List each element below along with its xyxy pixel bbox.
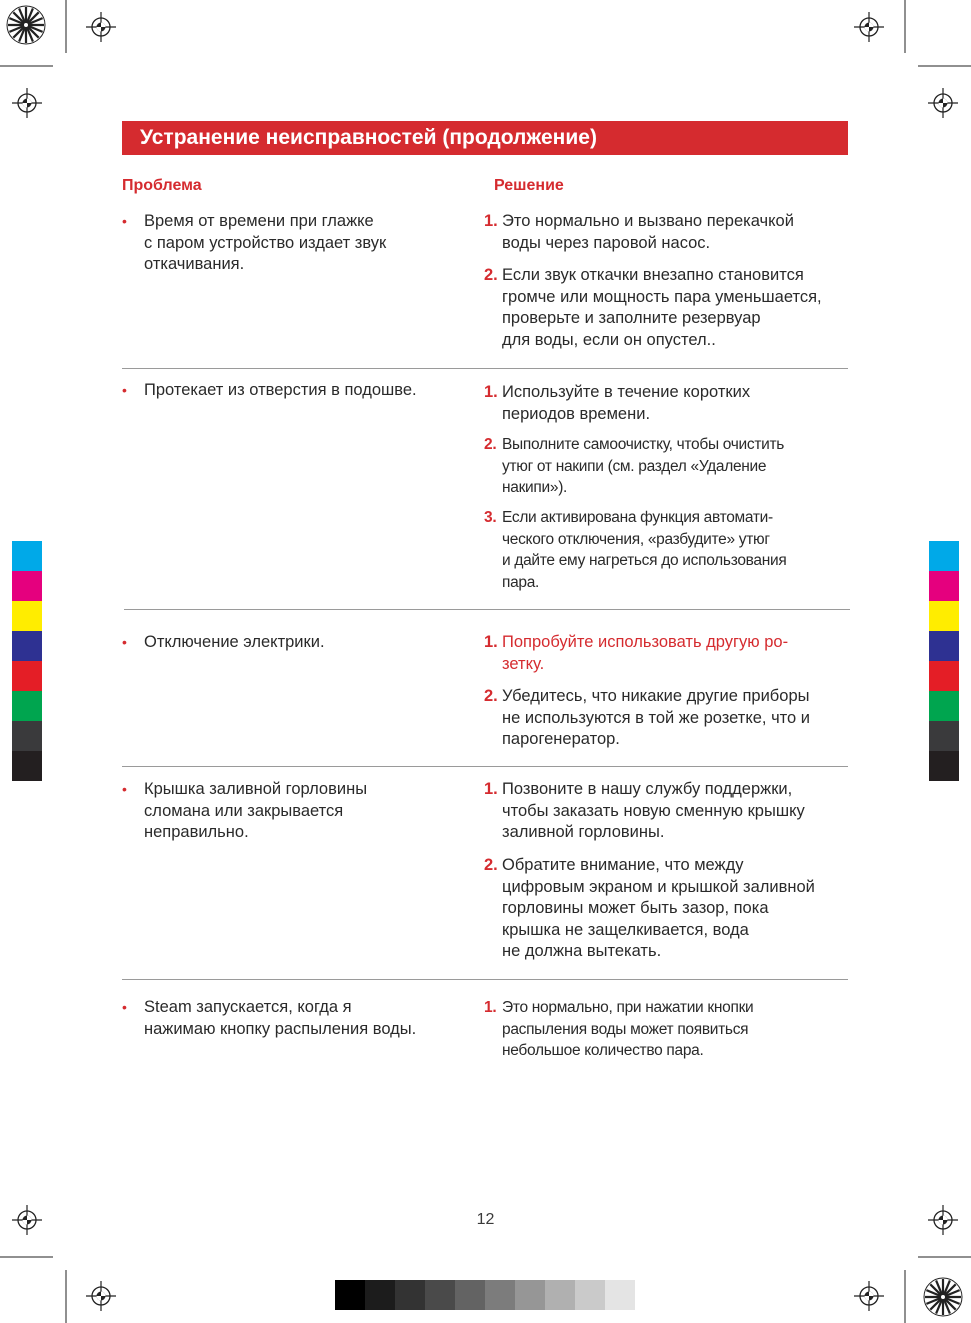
solution-text: Попробуйте использовать другую ро- зетку. xyxy=(502,633,789,673)
solution-item xyxy=(484,686,854,751)
color-swatch xyxy=(929,721,959,751)
solution-number: 1. xyxy=(484,999,497,1016)
color-swatch xyxy=(12,601,42,631)
bullet-icon: • xyxy=(122,213,127,229)
solution-number: 2. xyxy=(484,436,497,453)
solution-number: 1. xyxy=(484,780,498,798)
row-divider xyxy=(122,766,848,767)
solution-number: 2. xyxy=(484,266,498,284)
color-swatch xyxy=(12,721,42,751)
color-swatch xyxy=(12,631,42,661)
problem-text: Время от времени при глажке с паром устройство издает звук откачивания. xyxy=(144,212,387,273)
color-swatch xyxy=(929,571,959,601)
solution-text: Убедитесь, что никакие другие приборы не используются в той же розетке, что и парогенератор. xyxy=(502,687,811,748)
solution-number: 2. xyxy=(484,687,498,705)
solution-item xyxy=(484,779,854,844)
gray-swatch xyxy=(485,1280,515,1310)
solution-text: Позвоните в нашу службу поддержки, чтобы заказать новую сменную крышку заливной горловины. xyxy=(502,780,805,841)
solution-number: 2. xyxy=(484,856,498,874)
color-swatch xyxy=(12,661,42,691)
row-divider xyxy=(124,609,850,610)
gray-swatch xyxy=(365,1280,395,1310)
problem-text: Протекает из отверстия в подошве. xyxy=(144,381,417,399)
solution-column-header: Решение xyxy=(494,177,564,194)
color-swatch xyxy=(12,541,42,571)
row-divider xyxy=(122,979,848,980)
gray-swatch xyxy=(455,1280,485,1310)
problem-text: Отключение электрики. xyxy=(144,633,325,651)
bullet-icon: • xyxy=(122,999,127,1015)
solution-number: 1. xyxy=(484,383,498,401)
solution-item xyxy=(484,997,854,1062)
solution-item xyxy=(484,434,854,499)
color-swatch xyxy=(929,601,959,631)
bullet-icon: • xyxy=(122,382,127,398)
gray-swatch xyxy=(605,1280,635,1310)
color-swatch xyxy=(929,661,959,691)
bullet-icon: • xyxy=(122,634,127,650)
solution-text: Это нормально, при нажатии кнопки распыления воды может появиться небольшое количество пара. xyxy=(502,999,754,1059)
color-swatch xyxy=(929,631,959,661)
color-swatch xyxy=(12,691,42,721)
solution-text: Используйте в течение коротких периодов времени. xyxy=(502,383,751,423)
problem-text: Крышка заливной горловины сломана или закрывается неправильно. xyxy=(144,780,368,841)
problem-item xyxy=(122,380,462,402)
page-number: 12 xyxy=(476,1211,495,1228)
gray-swatch xyxy=(395,1280,425,1310)
solution-number: 1. xyxy=(484,212,498,230)
solution-text: Это нормально и вызвано перекачкой воды через паровой насос. xyxy=(502,212,794,252)
gray-swatch xyxy=(545,1280,575,1310)
color-swatch xyxy=(929,751,959,781)
gray-swatch xyxy=(425,1280,455,1310)
problem-column-header: Проблема xyxy=(122,177,202,194)
gray-swatch xyxy=(575,1280,605,1310)
problem-item xyxy=(122,632,442,654)
problem-item xyxy=(122,779,442,844)
solution-text: Обратите внимание, что между цифровым экраном и крышкой заливной горловины может быть зазор, пока крышка не защелкивается, вода не должна вытекать. xyxy=(502,856,815,960)
color-swatch xyxy=(929,691,959,721)
solution-item xyxy=(484,211,854,254)
solution-item xyxy=(484,507,854,593)
bullet-icon: • xyxy=(122,781,127,797)
solution-text: Если активирована функция автомати- ческого отключения, «разбудите» утюг и дайте ему нагреться до использования пара. xyxy=(502,509,787,591)
page-title: Устранение неисправностей (продолжение) xyxy=(140,126,597,149)
solution-item xyxy=(484,382,854,425)
color-swatch xyxy=(12,751,42,781)
solution-item xyxy=(484,855,854,963)
problem-item xyxy=(122,997,462,1040)
color-swatch xyxy=(929,541,959,571)
problem-item xyxy=(122,211,442,276)
solution-item xyxy=(484,632,854,675)
gray-swatch xyxy=(335,1280,365,1310)
solution-number: 3. xyxy=(484,509,497,526)
solution-item xyxy=(484,265,854,351)
problem-text: Steam запускается, когда я нажимаю кнопку распыления воды. xyxy=(144,998,417,1038)
color-swatch xyxy=(12,571,42,601)
solution-text: Выполните самоочистку, чтобы очистить утюг от накипи (см. раздел «Удаление накипи»). xyxy=(502,436,785,496)
solution-text: Если звук откачки внезапно становится громче или мощность пара уменьшается, проверьте и заполните резервуар для воды, если он опустел.. xyxy=(502,266,822,349)
gray-swatch xyxy=(515,1280,545,1310)
solution-number: 1. xyxy=(484,633,498,651)
row-divider xyxy=(122,368,848,369)
